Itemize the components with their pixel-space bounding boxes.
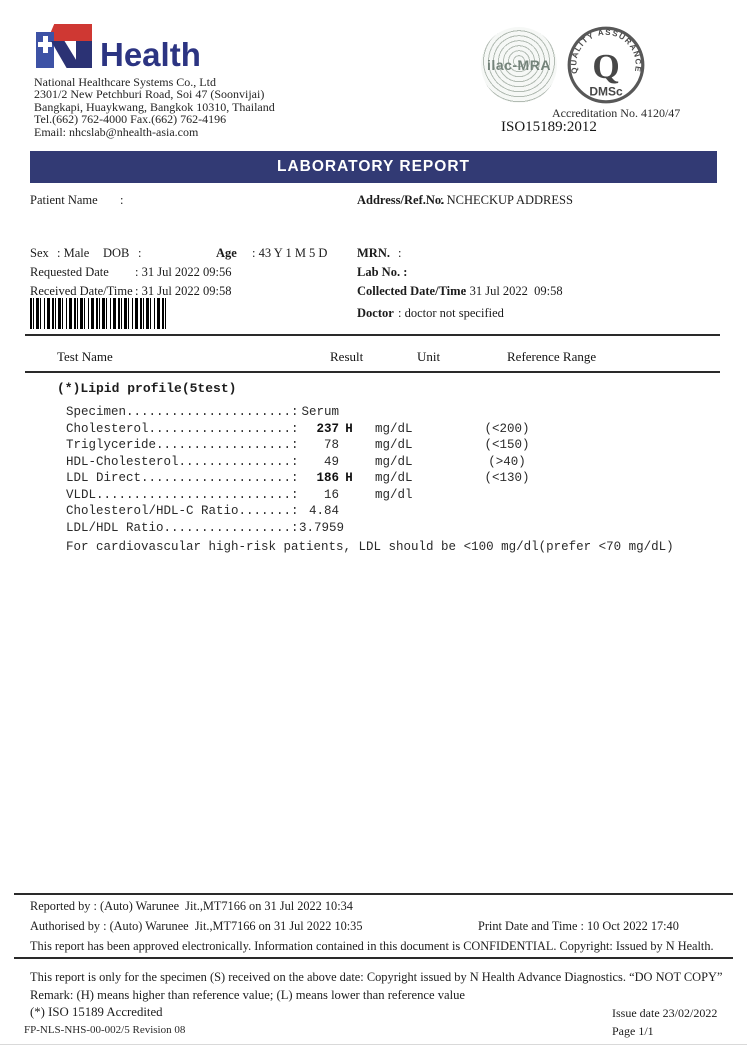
collected-date-label: Collected Date/Time: [357, 284, 467, 298]
patient-name-colon: :: [120, 193, 124, 207]
quality-arc-text: QUALITY ASSURANCE: [569, 27, 643, 75]
result-value-cell: 4.84: [308, 504, 339, 518]
company-line: Email: nhcslab@nhealth-asia.com: [34, 124, 199, 139]
doctor-value: : doctor not specified: [398, 306, 504, 320]
form-code: FP-NLS-NHS-00-002/5 Revision 08: [24, 1024, 186, 1036]
column-header-unit: Unit: [417, 349, 441, 364]
requested-date-label: Requested Date: [30, 265, 109, 279]
divider-line: [25, 371, 720, 373]
lab-no-label: Lab No. :: [357, 265, 408, 279]
address-ref-label: Address/Ref.No.: [357, 193, 445, 207]
divider-line: [14, 957, 733, 959]
result-value-cell: 49: [323, 454, 339, 469]
unit-cell: mg/dL: [375, 471, 413, 485]
column-header-reference-range: Reference Range: [507, 349, 597, 364]
authorised-by-line: Authorised by : (Auto) Warunee Jit.,MT7166 on 31 Jul 2022 10:35: [30, 919, 363, 933]
mrn-label: MRN.: [357, 246, 390, 260]
ilac-mra-label: ilac-MRA: [487, 57, 551, 73]
test-name-cell: LDL/HDL Ratio.................:: [66, 520, 299, 535]
doctor-label: Doctor: [357, 306, 394, 320]
print-date-line: Print Date and Time : 10 Oct 2022 17:40: [478, 919, 679, 933]
company-line: Bangkapi, Huaykwang, Bangkok 10310, Thailand: [34, 99, 275, 114]
page-number: Page 1/1: [612, 1024, 654, 1038]
test-name-cell: Specimen......................:: [66, 405, 299, 419]
age-value: : 43 Y 1 M 5 D: [252, 246, 328, 260]
test-name-cell: LDL Direct....................:: [66, 471, 299, 485]
result-row: [66, 422, 674, 439]
results-rows: [66, 405, 674, 554]
result-row: [66, 438, 674, 455]
reference-range-cell: (<200): [484, 421, 530, 436]
reported-by-line: Reported by : (Auto) Warunee Jit.,MT7166 on 31 Jul 2022 10:34: [30, 899, 353, 913]
mrn-colon: :: [398, 246, 402, 260]
approved-line: This report has been approved electronically. Information contained in this document is CONFIDENTIAL. Copyright: Issued by N Health.: [30, 939, 714, 953]
company-line: 2301/2 New Petchburi Road, Soi 47 (Soonvijai): [34, 87, 265, 102]
column-header-result: Result: [330, 349, 364, 364]
company-line: National Healthcare Systems Co., Ltd: [34, 75, 216, 89]
quality-assurance-seal-icon: [566, 25, 646, 105]
collected-date-value: : 31 Jul 2022 09:58: [463, 284, 563, 298]
result-row: [66, 471, 674, 488]
q-letter: Q: [592, 46, 620, 86]
dob-label: DOB: [103, 246, 130, 260]
requested-date-value: : 31 Jul 2022 09:56: [135, 265, 232, 279]
specimen-note-line: This report is only for the specimen (S) received on the above date: Copyright issued by N Health Advance Diagnostics. “DO NOT COPY”: [30, 970, 723, 984]
result-value-cell: 186: [316, 471, 339, 485]
result-row: [66, 521, 674, 538]
test-name-cell: HDL-Cholesterol...............:: [66, 454, 299, 469]
test-name-cell: Cholesterol...................:: [66, 421, 299, 436]
unit-cell: mg/dL: [375, 421, 413, 436]
unit-cell: mg/dL: [375, 438, 413, 452]
result-row: [66, 504, 674, 521]
sex-value: : Male: [57, 246, 90, 260]
nhealth-logo-icon: [36, 24, 92, 68]
result-value-cell: 16: [323, 487, 339, 502]
page-bottom-edge: [0, 1044, 747, 1045]
test-name-cell: VLDL..........................:: [66, 487, 299, 502]
ldl-note-line: For cardiovascular high-risk patients, LDL should be <100 mg/dl(prefer <70 mg/dL): [66, 540, 674, 554]
test-name-cell: Triglyceride..................:: [66, 438, 299, 452]
reference-range-cell: (>40): [488, 454, 526, 469]
iso-accredited-line: (*) ISO 15189 Accredited: [30, 1005, 163, 1019]
result-value-cell: 3.7959: [299, 520, 345, 535]
flag-cell: H: [345, 471, 353, 485]
address-ref-value: : NCHECKUP ADDRESS: [440, 193, 573, 207]
unit-cell: mg/dl: [375, 487, 413, 502]
ilac-mra-seal-icon: [481, 27, 557, 103]
patient-name-label: Patient Name: [30, 193, 98, 207]
remark-line: Remark: (H) means higher than reference value; (L) means lower than reference value: [30, 988, 465, 1002]
company-line: Tel.(662) 762-4000 Fax.(662) 762-4196: [34, 112, 227, 127]
divider-line: [25, 334, 720, 336]
age-label: Age: [216, 246, 237, 260]
unit-cell: mg/dL: [375, 454, 413, 469]
report-title: LABORATORY REPORT: [277, 158, 470, 175]
sex-label: Sex: [30, 246, 49, 260]
result-value-cell: 237: [316, 421, 339, 436]
dmsc-label: DMSc: [589, 84, 623, 99]
result-row: [66, 405, 674, 422]
received-date-value: : 31 Jul 2022 09:58: [135, 284, 232, 298]
company-address-block: [34, 76, 275, 138]
received-date-label: Received Date/Time: [30, 284, 133, 298]
reference-range-cell: (<130): [484, 471, 530, 485]
result-value-cell: Serum: [301, 405, 339, 419]
dob-colon: :: [138, 246, 142, 260]
result-row: [66, 488, 674, 505]
test-name-cell: Cholesterol/HDL-C Ratio.......:: [66, 504, 299, 518]
result-row: [66, 455, 674, 472]
specimen-barcode: [30, 298, 166, 329]
reference-range-cell: (<150): [484, 438, 530, 452]
iso-certification: ISO15189:2012: [501, 119, 597, 135]
brand-name: Health: [100, 36, 201, 73]
logo-right-bar: [76, 41, 92, 68]
logo-blue-column: [36, 32, 54, 68]
flag-cell: H: [345, 421, 353, 436]
report-title-banner: [30, 151, 717, 183]
result-value-cell: 78: [323, 438, 339, 452]
divider-line: [14, 893, 733, 895]
accreditation-number: Accreditation No. 4120/47: [552, 106, 681, 120]
panel-title: (*)Lipid profile(5test): [57, 381, 237, 396]
column-header-test-name: Test Name: [57, 349, 113, 364]
issue-date: Issue date 23/02/2022: [612, 1006, 718, 1020]
